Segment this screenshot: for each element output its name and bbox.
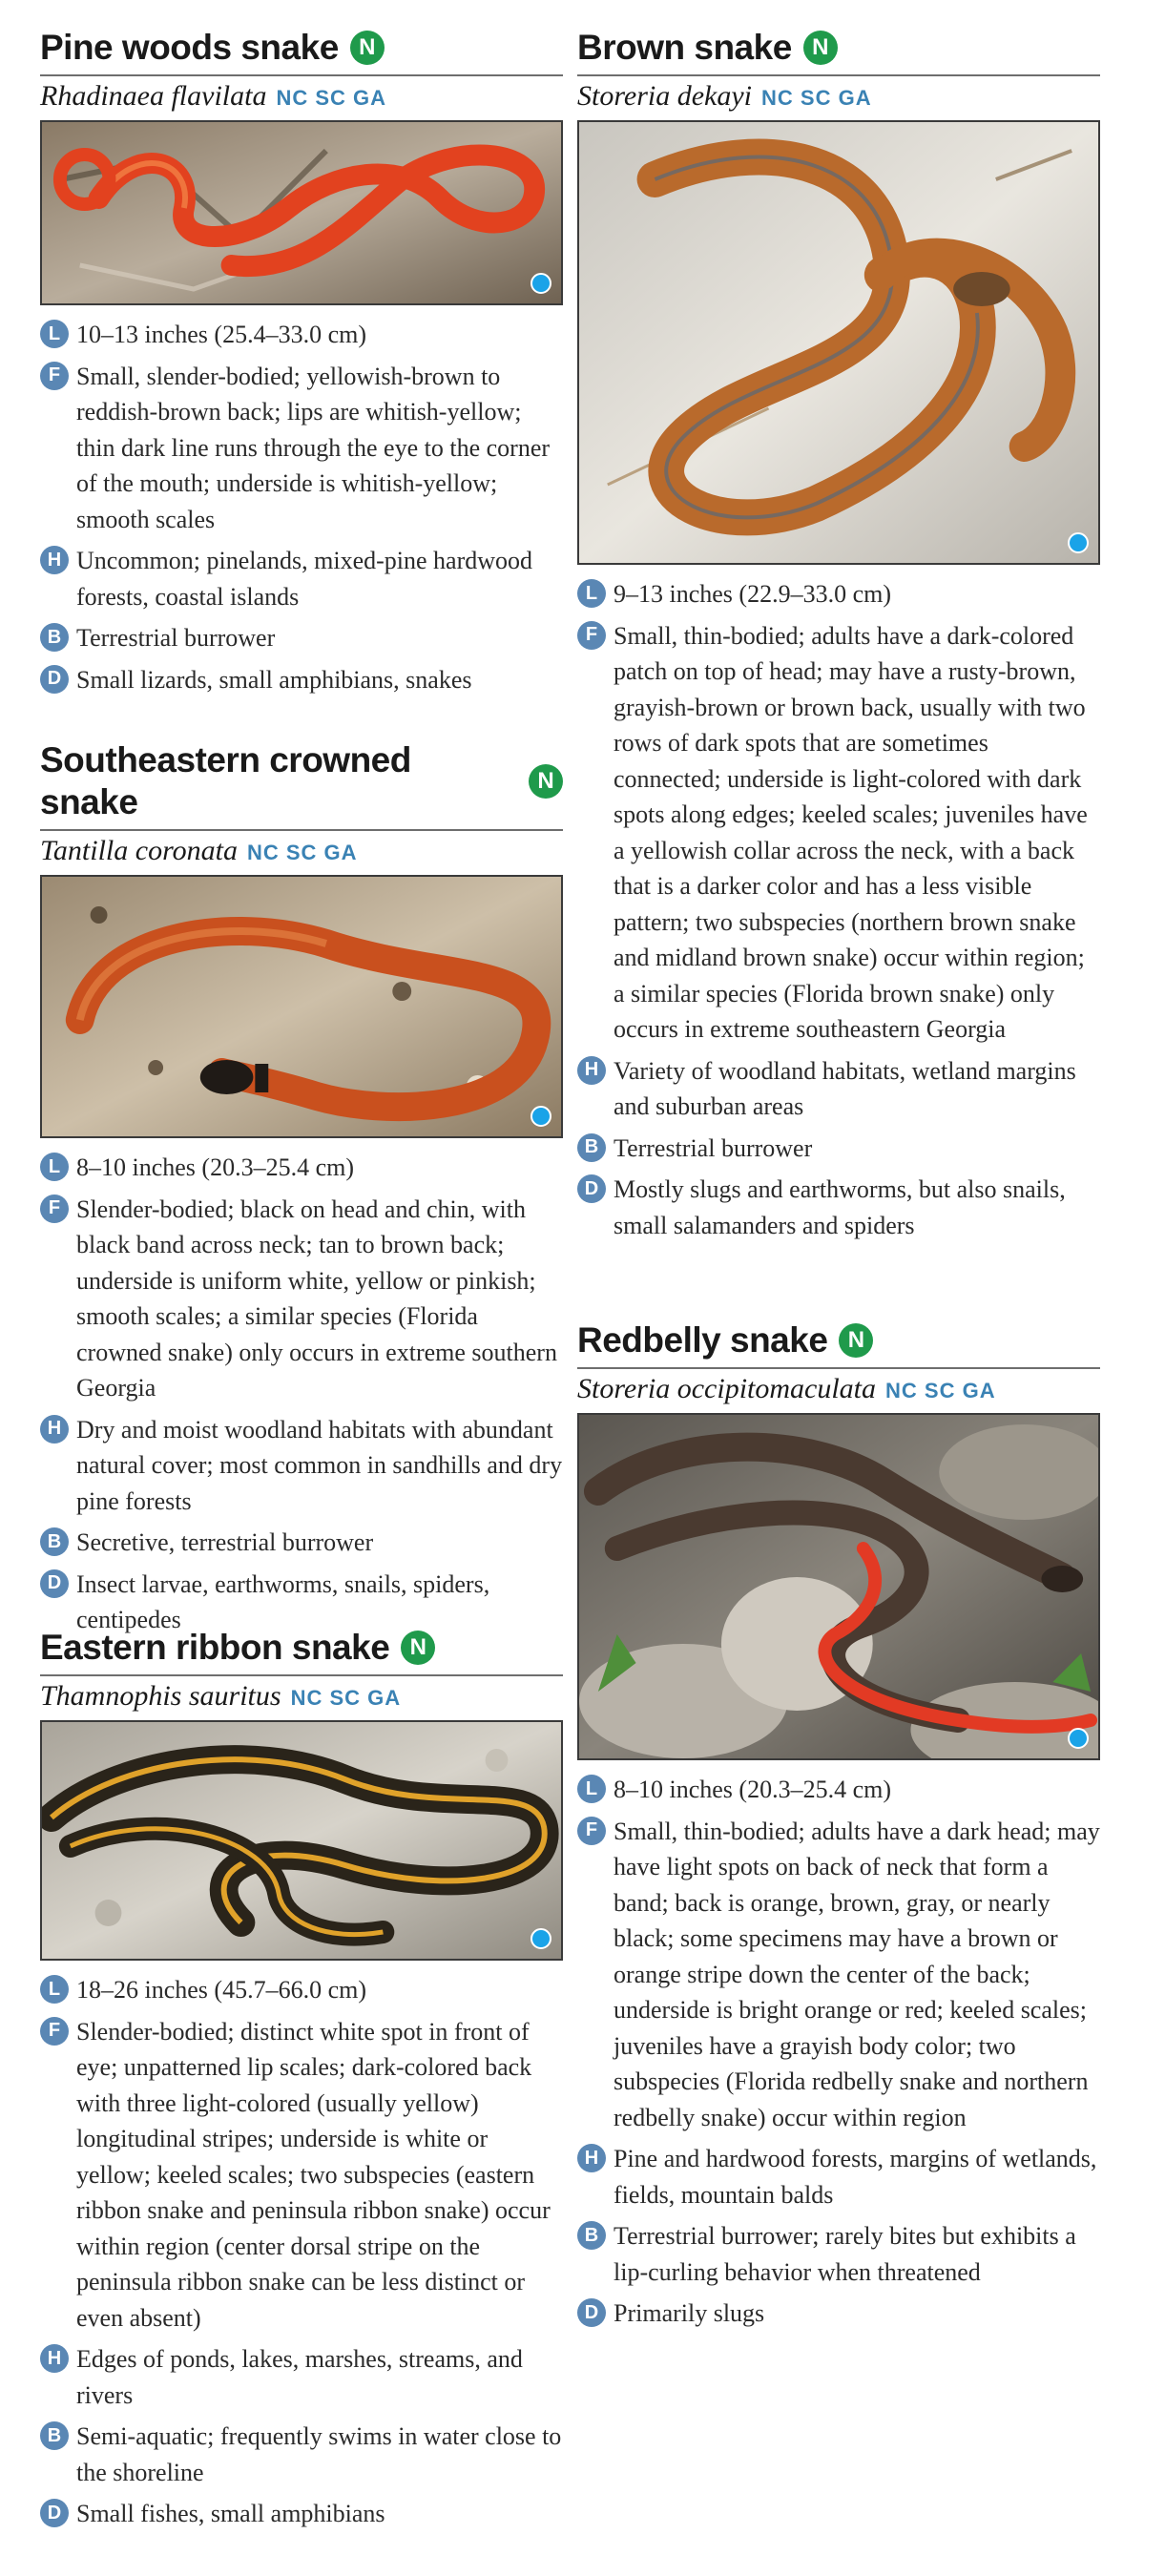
scientific-name-row bbox=[40, 1680, 563, 1713]
state-range: NC SC GA bbox=[761, 86, 872, 110]
features-text: Slender-bodied; distinct white spot in front of eye; unpatterned lip scales; dark-colored back with three light-colored (usually yellow) longitudinal stripes; underside is white or yellow; keeled scales; two subspecies (eastern ribbon snake and peninsula ribbon snake) occur within region (center dorsal stripe on the peninsula ribbon snake can be less distinct or even absent) bbox=[76, 2017, 551, 2332]
features-icon: F bbox=[40, 2017, 69, 2046]
features-text: Slender-bodied; black on head and chin, with black band across neck; tan to brown back; underside is uniform white, yellow or pinkish; smooth scales; a similar species (Florida crowned snake) only occurs in extreme southern Georgia bbox=[76, 1195, 557, 1402]
species-header bbox=[40, 739, 563, 831]
behavior-text: Terrestrial burrower bbox=[614, 1133, 813, 1162]
species-header bbox=[40, 1627, 563, 1676]
species-name: Southeastern crowned snake bbox=[40, 740, 411, 821]
species-photo bbox=[577, 1413, 1100, 1760]
species-facts bbox=[40, 1150, 563, 1638]
native-icon: N bbox=[803, 31, 838, 65]
behavior-icon: B bbox=[577, 2221, 606, 2250]
fact-diet bbox=[577, 2296, 1100, 2332]
fact-behavior bbox=[40, 1525, 563, 1561]
photo-indicator-dot bbox=[530, 1928, 551, 1949]
behavior-icon: B bbox=[40, 2421, 69, 2450]
species-header bbox=[577, 1319, 1100, 1369]
species-header bbox=[577, 27, 1100, 76]
diet-icon: D bbox=[40, 2499, 69, 2527]
features-icon: F bbox=[577, 621, 606, 650]
behavior-text: Secretive, terrestrial burrower bbox=[76, 1528, 374, 1556]
diet-text: Small fishes, small amphibians bbox=[76, 2500, 385, 2527]
behavior-icon: B bbox=[577, 1133, 606, 1162]
fact-length bbox=[577, 576, 1100, 613]
length-icon: L bbox=[577, 1775, 606, 1803]
species-name: Redbelly snake bbox=[577, 1320, 828, 1360]
habitat-text: Variety of woodland habitats, wetland margins and suburban areas bbox=[614, 1056, 1076, 1120]
diet-icon: D bbox=[40, 665, 69, 694]
fact-length bbox=[40, 1150, 563, 1186]
species-entry-southeastern-crowned-snake bbox=[40, 739, 563, 1644]
length-text: 8–10 inches (20.3–25.4 cm) bbox=[76, 1153, 355, 1181]
species-header bbox=[40, 27, 563, 76]
fact-length bbox=[40, 317, 563, 353]
fact-features bbox=[577, 618, 1100, 1048]
features-icon: F bbox=[40, 1195, 69, 1223]
species-facts bbox=[577, 576, 1100, 1243]
scientific-name: Storeria dekayi bbox=[577, 80, 753, 112]
fact-features bbox=[577, 1814, 1100, 2136]
habitat-icon: H bbox=[577, 1056, 606, 1085]
habitat-icon: H bbox=[40, 2344, 69, 2373]
fact-behavior bbox=[40, 620, 563, 656]
fact-features bbox=[40, 1192, 563, 1406]
species-photo bbox=[40, 1720, 563, 1961]
habitat-icon: H bbox=[40, 1415, 69, 1444]
fact-behavior bbox=[577, 1131, 1100, 1167]
native-icon: N bbox=[529, 764, 563, 799]
fact-diet bbox=[40, 662, 563, 698]
snake-photo-image bbox=[42, 877, 561, 1136]
snake-photo-image bbox=[42, 122, 561, 303]
scientific-name: Tantilla coronata bbox=[40, 835, 238, 866]
snake-photo-image bbox=[42, 1722, 561, 1959]
behavior-text: Terrestrial burrower bbox=[76, 624, 276, 652]
behavior-icon: B bbox=[40, 1527, 69, 1556]
fact-features bbox=[40, 2014, 563, 2337]
state-range: NC SC GA bbox=[885, 1379, 996, 1402]
fact-habitat bbox=[577, 1053, 1100, 1125]
species-entry-redbelly-snake bbox=[577, 1319, 1100, 2337]
fact-habitat bbox=[40, 1412, 563, 1520]
snake-photo-image bbox=[579, 1415, 1098, 1758]
scientific-name: Storeria occipitomaculata bbox=[577, 1373, 877, 1404]
fact-length bbox=[577, 1772, 1100, 1808]
diet-icon: D bbox=[577, 1174, 606, 1203]
diet-text: Small lizards, small amphibians, snakes bbox=[76, 665, 472, 694]
scientific-name: Thamnophis sauritus bbox=[40, 1680, 281, 1712]
fact-features bbox=[40, 359, 563, 538]
species-facts bbox=[577, 1772, 1100, 2332]
photo-indicator-dot bbox=[1068, 532, 1089, 553]
habitat-icon: H bbox=[577, 2144, 606, 2172]
native-icon: N bbox=[401, 1631, 435, 1665]
photo-indicator-dot bbox=[530, 273, 551, 294]
diet-icon: D bbox=[577, 2298, 606, 2327]
scientific-name: Rhadinaea flavilata bbox=[40, 80, 267, 112]
behavior-text: Terrestrial burrower; rarely bites but exhibits a lip-curling behavior when threatened bbox=[614, 2222, 1076, 2286]
photo-indicator-dot bbox=[1068, 1728, 1089, 1749]
features-text: Small, thin-bodied; adults have a dark head; may have light spots on back of neck that form a band; back is orange, brown, gray, or nearly black; some specimens may have a brown or orange stripe down the center of the back; underside is bright orange or red; keeled scales; juveniles have a grayish body color; two subspecies (Florida redbelly snake and northern redbelly snake) occur within region bbox=[614, 1817, 1100, 2131]
species-facts bbox=[40, 317, 563, 697]
native-icon: N bbox=[350, 31, 385, 65]
species-facts bbox=[40, 1972, 563, 2532]
fact-behavior bbox=[577, 2218, 1100, 2290]
species-name: Brown snake bbox=[577, 28, 792, 67]
features-icon: F bbox=[40, 362, 69, 390]
species-photo bbox=[40, 875, 563, 1138]
fact-habitat bbox=[40, 2341, 563, 2413]
habitat-icon: H bbox=[40, 546, 69, 574]
species-entry-eastern-ribbon-snake bbox=[40, 1627, 563, 2538]
fact-habitat bbox=[40, 543, 563, 614]
length-icon: L bbox=[40, 1153, 69, 1181]
diet-text: Mostly slugs and earthworms, but also snails, small salamanders and spiders bbox=[614, 1175, 1066, 1239]
length-text: 10–13 inches (25.4–33.0 cm) bbox=[76, 321, 367, 348]
fact-length bbox=[40, 1972, 563, 2008]
diet-text: Primarily slugs bbox=[614, 2299, 765, 2327]
features-text: Small, thin-bodied; adults have a dark-colored patch on top of head; may have a rusty-brown, grayish-brown or brown back, usually with two rows of dark spots that are sometimes connected; underside is light-colored with dark spots along edges; keeled scales; juveniles have a yellowish collar across the neck, with a back that is a darker color and has a less visible pattern; two subspecies (northern brown snake and midland brown snake) occur within region; a similar species (Florida brown snake) only occurs in extreme southeastern Georgia bbox=[614, 621, 1088, 1043]
photo-indicator-dot bbox=[530, 1106, 551, 1127]
state-range: NC SC GA bbox=[276, 86, 387, 110]
fact-diet bbox=[577, 1172, 1100, 1243]
habitat-text: Uncommon; pinelands, mixed-pine hardwood forests, coastal islands bbox=[76, 547, 533, 611]
fact-diet bbox=[40, 2496, 563, 2532]
fact-behavior bbox=[40, 2419, 563, 2490]
diet-text: Insect larvae, earthworms, snails, spiders, centipedes bbox=[76, 1569, 490, 1633]
species-entry-pine-woods-snake bbox=[40, 27, 563, 703]
scientific-name-row bbox=[40, 80, 563, 113]
native-icon: N bbox=[839, 1323, 873, 1358]
snake-photo-image bbox=[579, 122, 1098, 563]
length-icon: L bbox=[40, 1975, 69, 2004]
behavior-text: Semi-aquatic; frequently swims in water close to the shoreline bbox=[76, 2422, 562, 2486]
length-text: 9–13 inches (22.9–33.0 cm) bbox=[614, 580, 892, 608]
scientific-name-row bbox=[577, 1373, 1100, 1405]
species-photo bbox=[577, 120, 1100, 565]
length-icon: L bbox=[40, 320, 69, 348]
fact-habitat bbox=[577, 2141, 1100, 2212]
state-range: NC SC GA bbox=[246, 841, 358, 864]
behavior-icon: B bbox=[40, 623, 69, 652]
length-icon: L bbox=[577, 579, 606, 608]
species-photo bbox=[40, 120, 563, 305]
species-name: Eastern ribbon snake bbox=[40, 1628, 390, 1667]
habitat-text: Dry and moist woodland habitats with abundant natural cover; most common in sandhills and dry pine forests bbox=[76, 1415, 563, 1515]
length-text: 18–26 inches (45.7–66.0 cm) bbox=[76, 1976, 367, 2004]
habitat-text: Pine and hardwood forests, margins of wetlands, fields, mountain balds bbox=[614, 2145, 1097, 2209]
scientific-name-row bbox=[40, 835, 563, 867]
features-icon: F bbox=[577, 1817, 606, 1845]
features-text: Small, slender-bodied; yellowish-brown to reddish-brown back; lips are whitish-yellow; thin dark line runs through the eye to the corner of the mouth; underside is whitish-yellow; smooth scales bbox=[76, 362, 551, 533]
species-entry-brown-snake bbox=[577, 27, 1100, 1249]
scientific-name-row bbox=[577, 80, 1100, 113]
species-name: Pine woods snake bbox=[40, 28, 339, 67]
state-range: NC SC GA bbox=[290, 1686, 402, 1710]
length-text: 8–10 inches (20.3–25.4 cm) bbox=[614, 1776, 892, 1803]
diet-icon: D bbox=[40, 1569, 69, 1598]
habitat-text: Edges of ponds, lakes, marshes, streams, and rivers bbox=[76, 2345, 523, 2409]
